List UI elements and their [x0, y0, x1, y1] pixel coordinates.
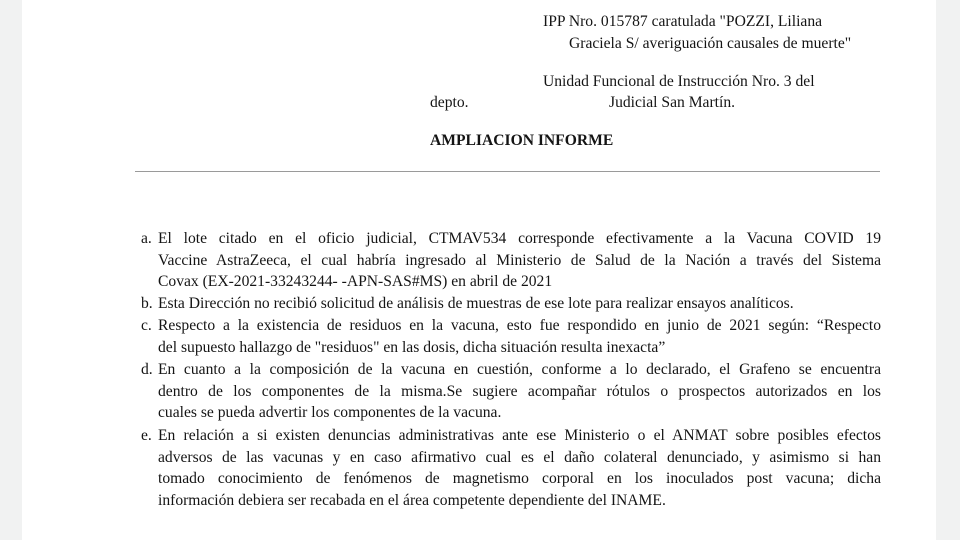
depto-label: depto.	[430, 94, 469, 111]
item-line: información debiera ser recabada en el área competente dependiente del INAME.	[158, 491, 666, 509]
item-line: cuales se pueda advertir los componentes de la vacuna.	[158, 404, 502, 422]
item-marker: a.	[141, 230, 152, 247]
ipp-line-2: Graciela S/ averiguación causales de muerte"	[569, 35, 852, 52]
horizontal-rule	[135, 171, 880, 172]
item-line: Esta Dirección no recibió solicitud de análisis de muestras de ese lote para realizar ensayos analíticos.	[158, 295, 794, 312]
item-marker: e.	[141, 427, 152, 444]
item-line: Covax (EX-2021-33243244- -APN-SAS#MS) en abril de 2021	[158, 273, 553, 291]
item-marker: c.	[141, 317, 152, 334]
item-line: Respecto a la existencia de residuos en la vacuna, esto fue respondido en junio de 2021 según: “Respecto	[158, 317, 881, 334]
item-line: El lote citado en el oficio judicial, CTMAV534 corresponde efectivamente a la Vacuna COVID 19	[158, 230, 881, 247]
ipp-line-1: IPP Nro. 015787 caratulada "POZZI, Liliana	[543, 13, 823, 30]
item-marker: d.	[141, 361, 153, 378]
item-line: dentro de los componentes de la misma.Se sugiere acompañar rótulos o prospectos autorizados en los	[158, 382, 881, 400]
item-line: adversos de las vacunas y en caso afirmativo cual es el daño colateral denunciado, y asimismo si han	[158, 448, 881, 466]
item-line: En cuanto a la composición de la vacuna en cuestión, conforme a lo declarado, el Grafeno se encuentra	[158, 361, 881, 378]
item-line: En relación a si existen denuncias administrativas ante ese Ministerio o el ANMAT sobre posibles efectos	[158, 427, 881, 444]
ufi-line-2: Judicial San Martín.	[609, 94, 736, 111]
report-title: AMPLIACION INFORME	[430, 132, 614, 149]
item-line: tomado conocimiento de fenómenos de magnetismo corporal en los inoculados post vacuna; dicha	[158, 470, 881, 488]
item-line: Vaccine AstraZeeca, el cual habría ingresado al Ministerio de Salud de la Nación a través del Sistema	[158, 251, 881, 269]
item-line: del supuesto hallazgo de "residuos" en las dosis, dicha situación resulta inexacta”	[158, 338, 666, 356]
ufi-line-1: Unidad Funcional de Instrucción Nro. 3 del	[543, 73, 815, 90]
item-marker: b.	[141, 295, 153, 312]
